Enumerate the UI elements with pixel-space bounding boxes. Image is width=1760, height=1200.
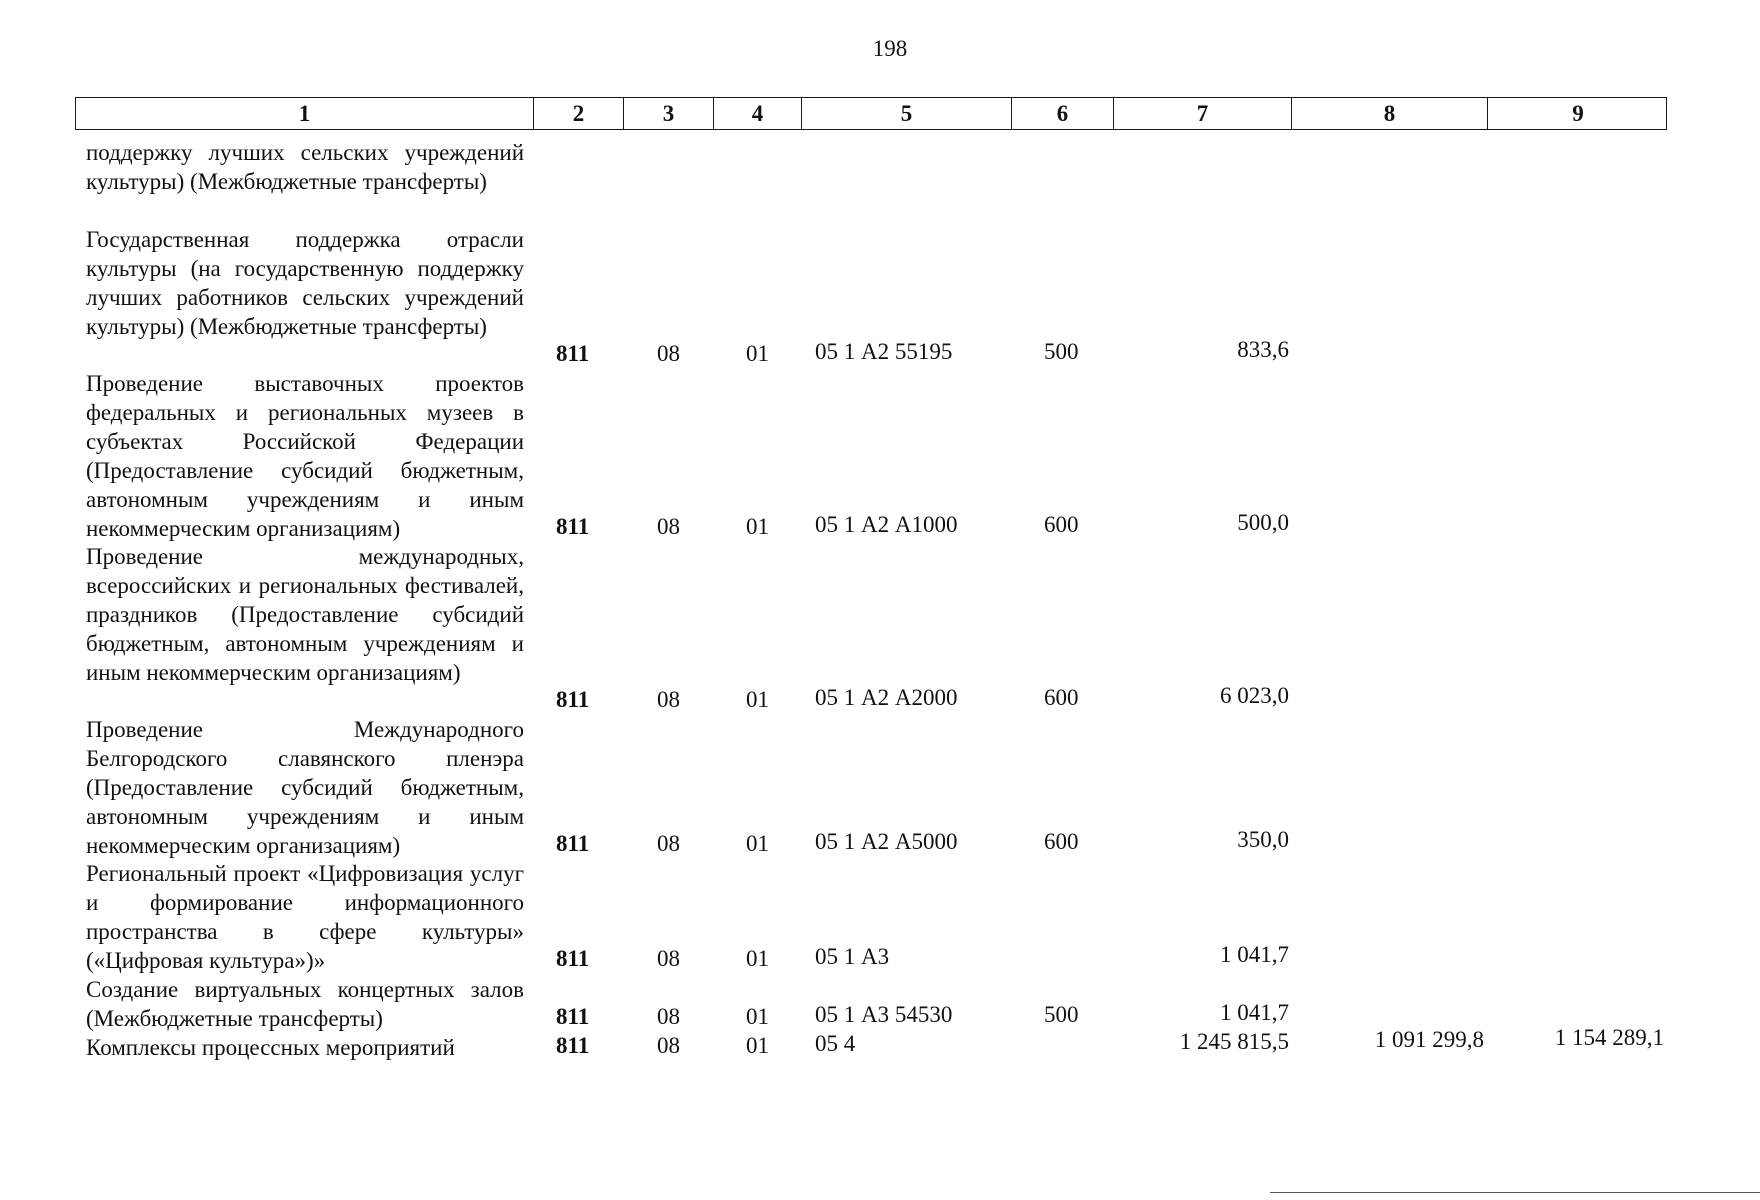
row-code-subsection: 01 (746, 1033, 769, 1058)
row-description: Государственная поддержка отрасли культуры (на государственную поддержку лучших работников сельских учреждений культуры) (Межбюджетные трансферты) (86, 227, 524, 339)
header-col-4: 4 (713, 98, 801, 129)
row-amount-col9: 1 154 289,1 (1554, 1025, 1664, 1050)
row-code-section: 08 (657, 687, 680, 712)
row-amount-col7: 1 041,7 (1220, 942, 1289, 967)
row-description: поддержку лучших сельских учреждений культуры) (Межбюджетные трансферты) (86, 140, 524, 194)
row-code-target: 05 1 А2 А2000 (815, 685, 958, 710)
row-code-expense-type: 600 (1044, 685, 1079, 710)
row-code-target: 05 1 А2 55195 (815, 339, 953, 364)
row-amount-col7: 350,0 (1237, 827, 1289, 852)
header-col-2: 2 (533, 98, 623, 129)
row-code-ministry: 811 (556, 514, 590, 539)
row-code-subsection: 01 (746, 831, 769, 856)
row-code-section: 08 (657, 341, 680, 366)
row-amount-col7: 1 245 815,5 (1179, 1029, 1289, 1054)
row-amount-col7: 6 023,0 (1220, 683, 1289, 708)
header-col-1: 1 (298, 101, 311, 126)
row-amount-col7: 1 041,7 (1220, 1000, 1289, 1025)
row-description: Проведение международных, всероссийских и региональных фестивалей, праздников (Предоставление субсидий бюджетным, автономным учреждениям и иным некоммерческим организациям) (86, 544, 524, 685)
row-amount-col7: 500,0 (1237, 510, 1289, 535)
row-code-section: 08 (657, 946, 680, 971)
row-description: Комплексы процессных мероприятий (86, 1035, 455, 1060)
row-code-subsection: 01 (746, 946, 769, 971)
row-code-expense-type: 600 (1044, 512, 1079, 537)
row-description: Создание виртуальных концертных залов (Межбюджетные трансферты) (86, 977, 524, 1031)
row-code-ministry: 811 (556, 831, 590, 856)
row-description: Проведение Международного Белгородского славянского пленэра (Предоставление субсидий бюджетным, автономным учреждениям и иным некоммерческим организациям) (86, 717, 524, 858)
row-code-target: 05 1 А2 А5000 (815, 829, 958, 854)
row-code-target: 05 1 А3 (815, 944, 890, 969)
table-header (75, 97, 1667, 130)
row-code-target: 05 4 (815, 1031, 856, 1056)
row-code-expense-type: 500 (1044, 1002, 1079, 1027)
row-code-subsection: 01 (746, 687, 769, 712)
header-col-5: 5 (801, 98, 1011, 129)
row-code-target: 05 1 А2 А1000 (815, 512, 958, 537)
row-code-ministry: 811 (556, 1004, 590, 1029)
row-code-section: 08 (657, 1033, 680, 1058)
header-col-8: 8 (1291, 98, 1487, 129)
row-code-section: 08 (657, 1004, 680, 1029)
scan-edge-line (1270, 1192, 1760, 1193)
header-col-7: 7 (1113, 98, 1291, 129)
row-code-subsection: 01 (746, 1004, 769, 1029)
row-code-subsection: 01 (746, 341, 769, 366)
row-code-ministry: 811 (556, 1033, 590, 1058)
row-code-expense-type: 600 (1044, 829, 1079, 854)
header-col-6: 6 (1011, 98, 1113, 129)
header-col-9: 9 (1487, 98, 1668, 129)
row-code-subsection: 01 (746, 514, 769, 539)
row-code-ministry: 811 (556, 341, 590, 366)
row-code-ministry: 811 (556, 687, 590, 712)
row-code-ministry: 811 (556, 946, 590, 971)
row-code-expense-type: 500 (1044, 339, 1079, 364)
header-col-3: 3 (623, 98, 713, 129)
row-code-target: 05 1 А3 54530 (815, 1002, 953, 1027)
row-amount-col7: 833,6 (1237, 337, 1289, 362)
row-code-section: 08 (657, 514, 680, 539)
row-description: Проведение выставочных проектов федеральных и региональных музеев в субъектах Российской Федерации (Предоставление субсидий бюджетным, автономным учреждениям и иным некоммерческим организациям) (86, 371, 524, 541)
page-number: 198 (872, 36, 908, 61)
row-description: Региональный проект «Цифровизация услуг и формирование информационного пространства в сфере культуры» («Цифровая культура»)» (86, 861, 524, 973)
row-code-section: 08 (657, 831, 680, 856)
row-amount-col8: 1 091 299,8 (1374, 1027, 1484, 1052)
